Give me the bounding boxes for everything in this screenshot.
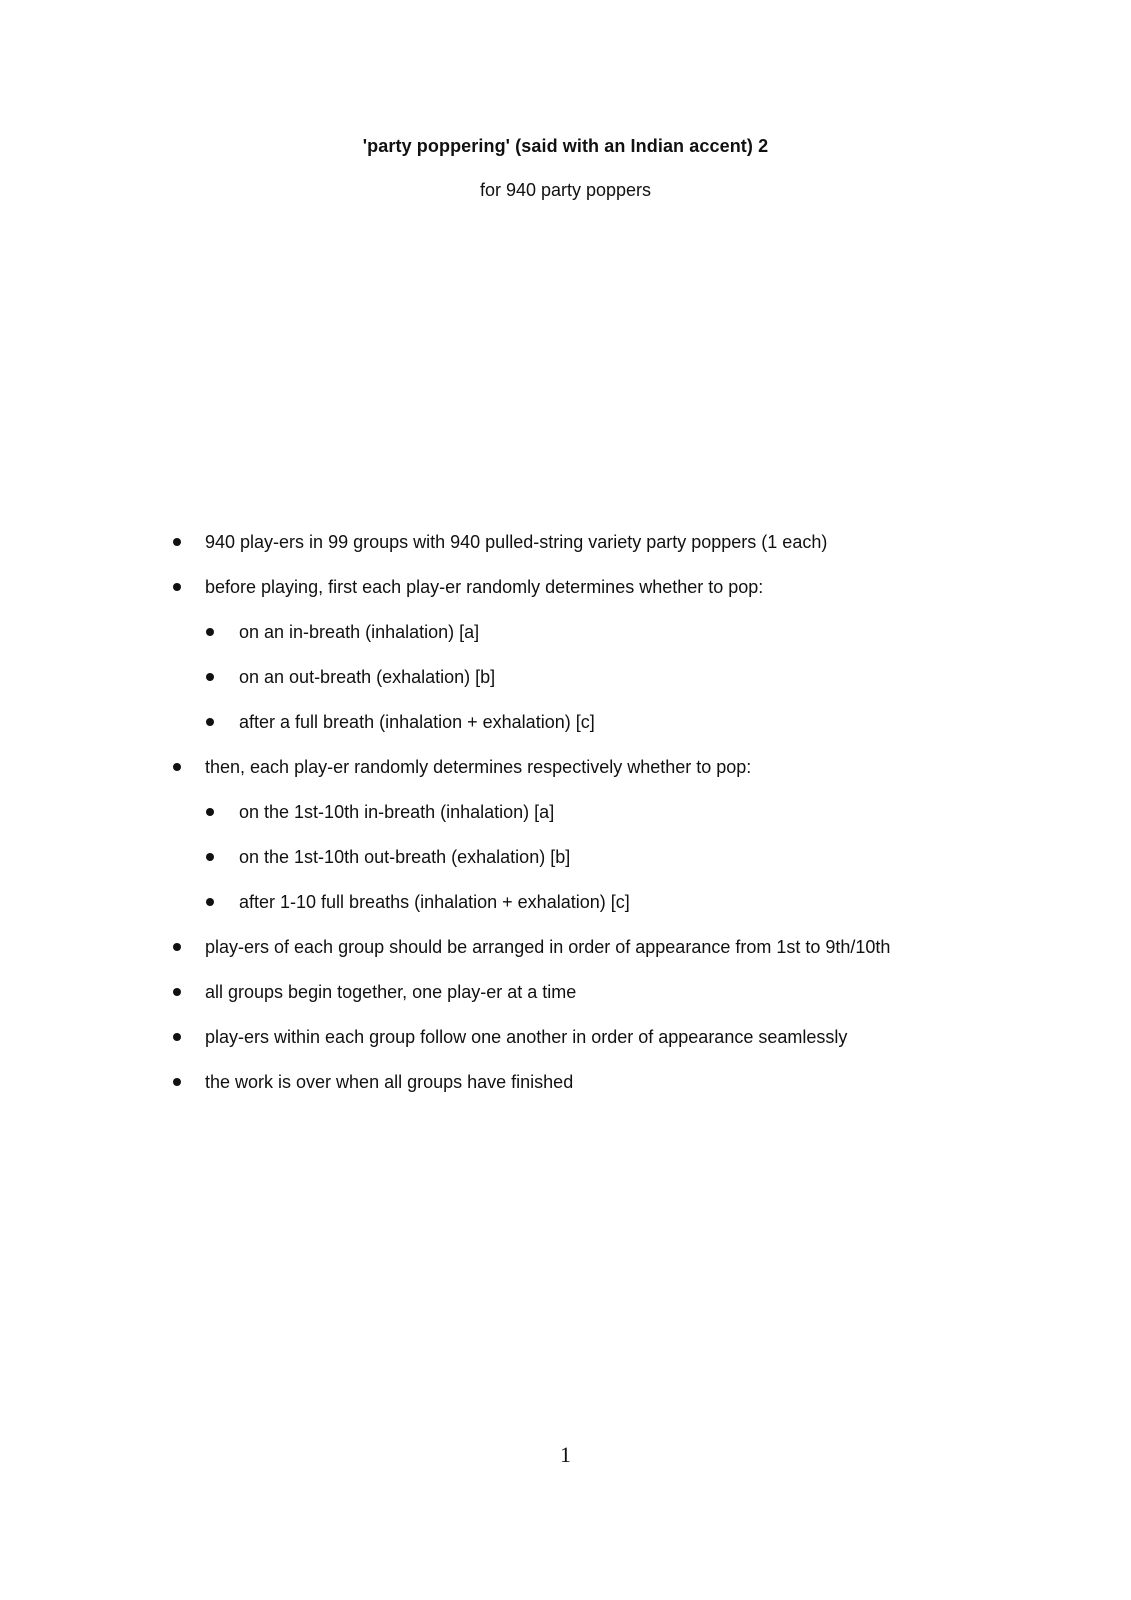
list-subitem-text: on the 1st-10th out-breath (exhalation) [b] xyxy=(239,847,571,867)
bullet-icon xyxy=(173,583,181,591)
bullet-icon xyxy=(173,1078,181,1086)
list-item-text: the work is over when all groups have finished xyxy=(205,1072,574,1092)
list-subitem-text: after a full breath (inhalation + exhalation) [c] xyxy=(239,712,595,732)
list-subitem xyxy=(0,890,1131,935)
bullet-icon xyxy=(206,853,214,861)
list-item xyxy=(0,935,1131,980)
bullet-icon xyxy=(173,763,181,771)
list-subitem-text: after 1-10 full breaths (inhalation + exhalation) [c] xyxy=(239,892,630,912)
list-subitem xyxy=(0,800,1131,845)
list-subitem xyxy=(0,845,1131,890)
list-subitem-text: on an out-breath (exhalation) [b] xyxy=(239,667,496,687)
bullet-icon xyxy=(173,988,181,996)
page-number: 1 xyxy=(560,1442,571,1467)
bullet-icon xyxy=(206,808,214,816)
list-item-text: play-ers of each group should be arranged in order of appearance from 1st to 9th/10th xyxy=(205,937,891,957)
list-item xyxy=(0,755,1131,800)
list-subitem-text: on an in-breath (inhalation) [a] xyxy=(239,622,480,642)
bullet-icon xyxy=(173,1033,181,1041)
list-item-text: then, each play-er randomly determines respectively whether to pop: xyxy=(205,757,752,777)
bullet-icon xyxy=(206,628,214,636)
bullet-icon xyxy=(173,943,181,951)
list-subitem-text: on the 1st-10th in-breath (inhalation) [a] xyxy=(239,802,555,822)
list-item xyxy=(0,1070,1131,1115)
list-item-text: 940 play-ers in 99 groups with 940 pulled-string variety party poppers (1 each) xyxy=(205,532,828,552)
bullet-icon xyxy=(206,898,214,906)
bullet-icon xyxy=(206,673,214,681)
document-subtitle: for 940 party poppers xyxy=(479,180,652,200)
document-title: 'party poppering' (said with an Indian accent) 2 xyxy=(362,136,769,156)
list-item-text: all groups begin together, one play-er at a time xyxy=(205,982,577,1002)
list-item-text: play-ers within each group follow one another in order of appearance seamlessly xyxy=(205,1027,848,1047)
list-subitem xyxy=(0,710,1131,755)
list-subitem xyxy=(0,620,1131,665)
list-item-text: before playing, first each play-er randomly determines whether to pop: xyxy=(205,577,764,597)
instruction-list xyxy=(0,530,1131,1115)
bullet-icon xyxy=(173,538,181,546)
list-item xyxy=(0,530,1131,575)
list-item xyxy=(0,1025,1131,1070)
bullet-icon xyxy=(206,718,214,726)
list-item xyxy=(0,575,1131,620)
list-item xyxy=(0,980,1131,1025)
list-subitem xyxy=(0,665,1131,710)
